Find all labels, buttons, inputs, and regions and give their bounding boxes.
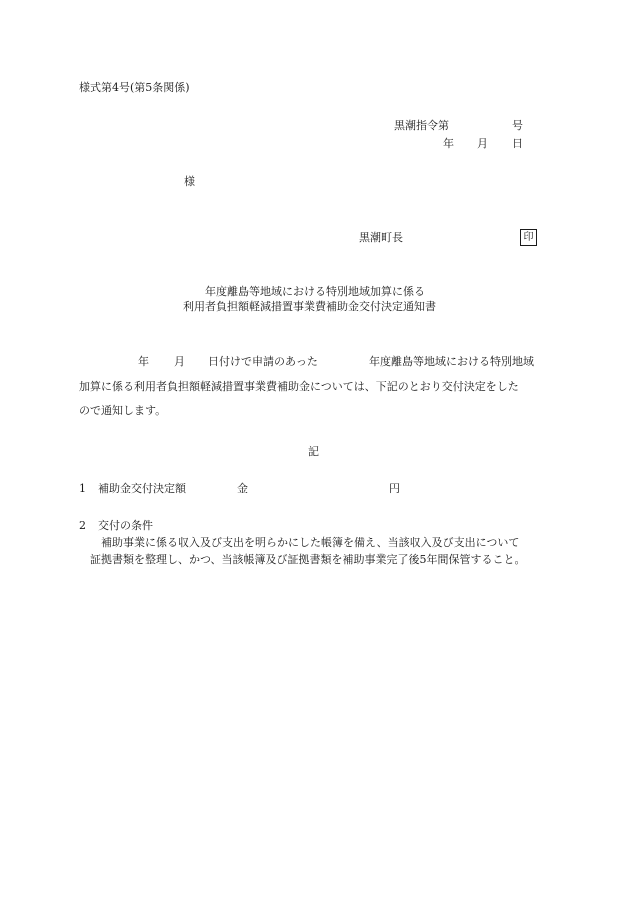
item1-number: 1 [79, 482, 86, 495]
item2-text-line2: 証拠書類を整理し、かつ、当該帳簿及び証拠書類を補助事業完了後5年間保管すること。 [90, 553, 526, 566]
form-label: 様式第4号(第5条関係) [79, 81, 190, 94]
doc-number-suffix: 号 [512, 119, 523, 132]
date-day: 日 [512, 137, 523, 150]
title-line1: 年度離島等地域における特別地域加算に係る [205, 285, 425, 298]
body-line2: 加算に係る利用者負担額軽減措置事業費補助金については、下記のとおり交付決定をした [79, 380, 519, 393]
item2-number: 2 [79, 519, 86, 532]
item1-label: 補助金交付決定額 [98, 482, 186, 495]
seal-stamp: 印 [520, 229, 537, 246]
addressee-suffix: 様 [184, 175, 195, 188]
doc-number-prefix: 黒潮指令第 [394, 119, 449, 132]
title-line2: 利用者負担額軽減措置事業費補助金交付決定通知書 [183, 300, 436, 313]
item1-kin: 金 [237, 482, 248, 495]
body-line3: ので通知します。 [79, 404, 167, 417]
body-application-text: 日付けで申請のあった [208, 355, 318, 368]
ki-heading: 記 [308, 445, 319, 458]
item2-text-line1: 補助事業に係る収入及び支出を明らかにした帳簿を備え、当該収入及び支出について [101, 536, 520, 549]
item2-label: 交付の条件 [98, 519, 153, 532]
body-year: 年 [138, 355, 149, 368]
body-month: 月 [174, 355, 185, 368]
body-line1-tail: 年度離島等地域における特別地域 [369, 355, 534, 368]
issuer-name: 黒潮町長 [359, 231, 403, 244]
item1-yen: 円 [389, 482, 400, 495]
date-year: 年 [443, 137, 454, 150]
date-month: 月 [477, 137, 488, 150]
